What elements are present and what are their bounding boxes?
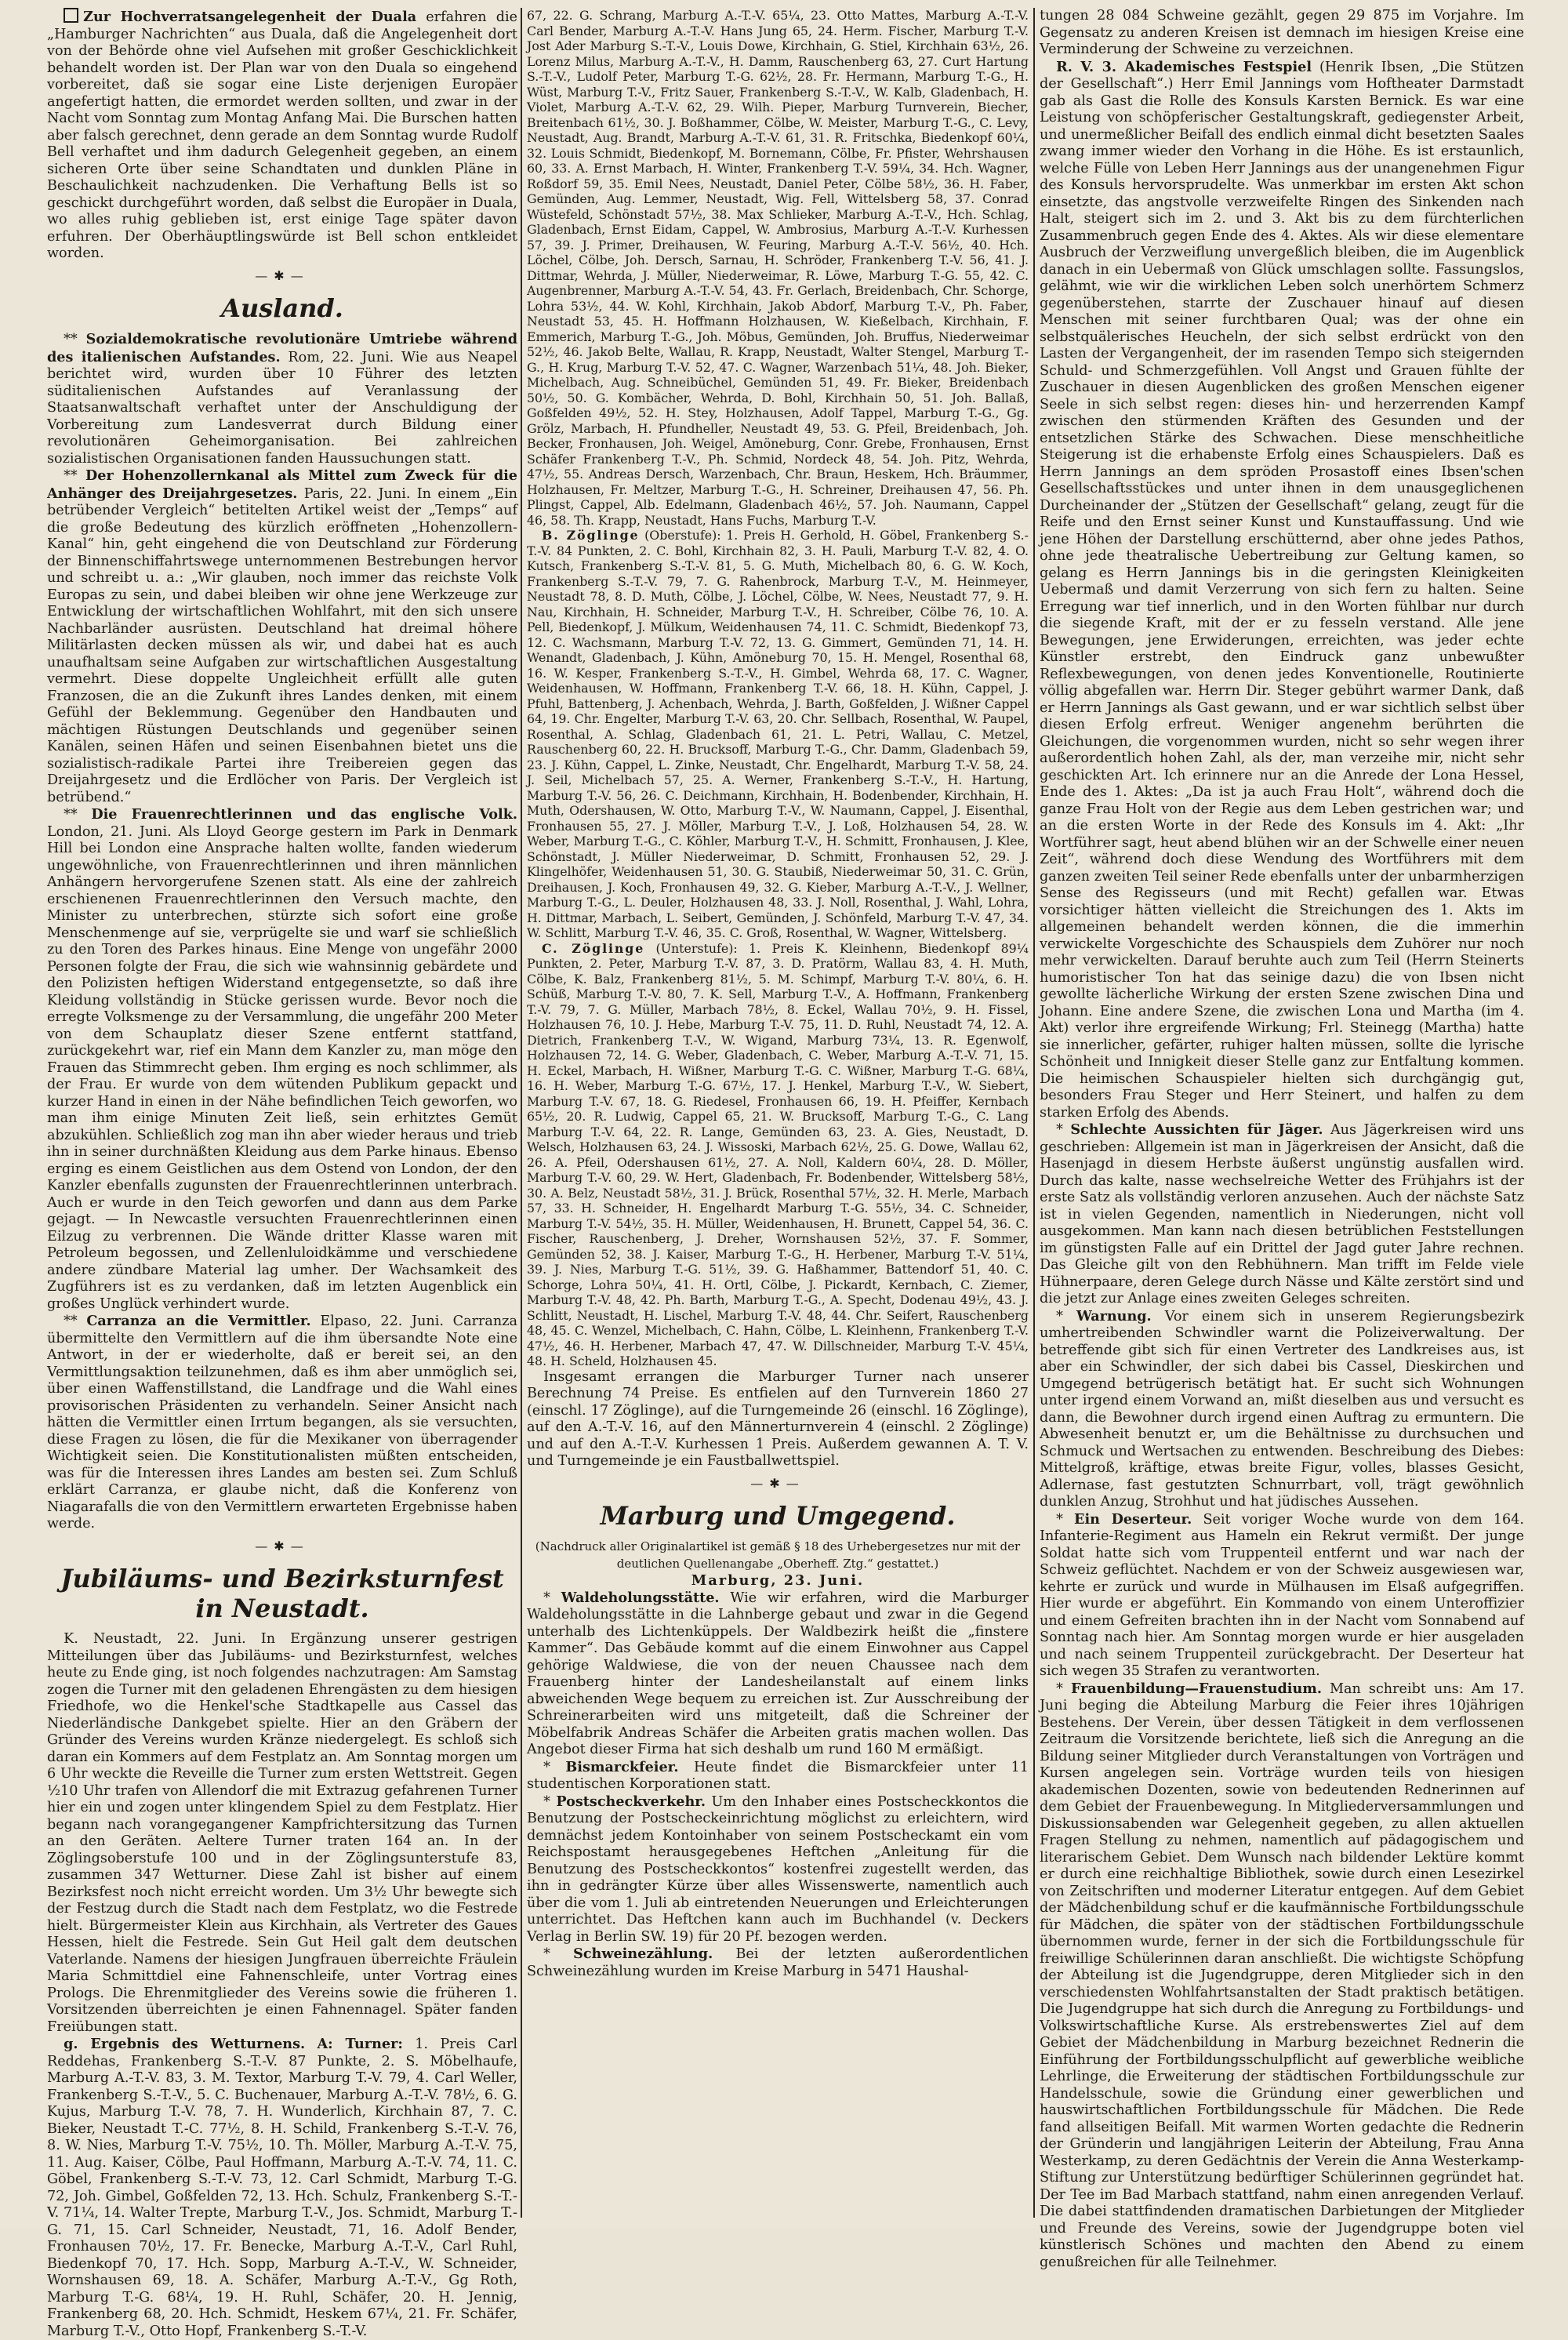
column-rule-1 bbox=[521, 8, 522, 2218]
article-deserteur: * Ein Deserteur. Seit voriger Woche wurde von dem 164. Infanterie-Regiment aus Hameln ein Rekrut vermißt. Der junge Soldat hatte sich vom Truppenteil entfernt und war nach der Schweiz geflüchtet. Nachdem er von der Schweiz ausgewiesen war, kehrte er zurück und wurde in Mülhausen im Elsaß aufgegriffen. Hier wurde er abgeführt. Ein Kommando von einem Unteroffizier und einem Gefreiten brachten ihn in der Nacht vom Sonnabend auf Sonntag nach hier. Am Sonntag morgen wurde er hier ausgeladen und nach seinem Truppenteil zurückgebracht. Der Deserteur hat sich wegen 35 Strafen zu verantworten. bbox=[1040, 1510, 1524, 1679]
article-postscheck: * Postscheckverkehr. Um den Inhaber eines Postscheckkontos die Benutzung der Postscheckeinrichtung möglichst zu erleichtern, wird demnächst jedem Kontoinhaber von seinem Postscheckamt ein vom Reichspostamt herausgegebenes Heftchen „Anleitung für die Benutzung des Postscheckkontos“ kostenfrei zugestellt werden, das ihn in gedrängter Kürze über alles Wissenswerte, namentlich auch über die vom 1. Juli ab eintretenden Neuerungen und Erleichterungen unterrichtet. Das Heftchen kann auch im Buchhandel (v. Deckers Verlag in Berlin SW. 19) für 20 Pf. bezogen werden. bbox=[527, 1793, 1029, 1945]
square-bullet-icon bbox=[64, 8, 78, 23]
column-rule-2 bbox=[1033, 8, 1035, 2218]
article-turnfest: K. Neustadt, 22. Juni. In Ergänzung unserer gestrigen Mitteilungen über das Jubiläums- und Bezirksturnfest, welches heute zu Ende ging, ist noch folgendes nachzutragen: Am Samstag zogen die Turner mit den geladenen Ehrengästen zu dem hiesigen Friedhofe, wo die Henkel'sche Stadtkapelle aus Cassel das Niederländische Dankgebet spielte. Hier an den Gräbern der Gründer des Vereins wurden Kränze niedergelegt. Es schloß sich daran ein Kommers auf dem Festplatz an. Am Sonntag morgen um 6 Uhr weckte die Reveille die Turner zum ersten Wettstreit. Gegen ½10 Uhr trafen von Allendorf die mit Extrazug gefahrenen Turner hier ein und zogen unter klingendem Spiel zu dem Festplatz. Hier begann nach vorangegangener Kampfrichtersitzung das Turnen an den Geräten. Aeltere Turner traten 164 an. In der Zöglingsoberstufe 100 und in der Zöglingsunterstufe 83, zusammen 347 Wetturner. Diese Zahl ist bisher auf einem Bezirksfest noch nicht erreicht worden. Um 3½ Uhr bewegte sich der Festzug durch die Stadt nach dem Festplatz, wo die Festrede hielt. Bürgermeister Klein aus Kirchhain, als Vertreter des Gaues Hessen, hielt die Festrede. Sein Gut Heil galt dem deutschen Vaterlande. Namens der hiesigen Jungfrauen überreichte Fräulein Maria Schmittdiel eine Fahnenschleife, unter Vortrag eines Prologs. Die Ehrenmitglieder des Vereins sowie die früheren 1. Vorsitzenden überreichten je einen Fahnennagel. Später fanden Freiübungen statt. bbox=[47, 1631, 517, 2035]
section-heading-marburg: Marburg und Umgegend. bbox=[600, 1501, 956, 1531]
results-summary: Insgesamt errangen die Marburger Turner nach unserer Berechnung 74 Preise. Es entfielen auf den Turnverein 1860 27 (einschl. 17 Zöglinge), auf die Turngemeinde 26 (einschl. 16 Zöglinge), auf den A.-T.-V. 16, auf den Männerturnverein 4 (einschl. 2 Zöglinge) und auf den A.-T.-V. Kurhessen 1 Preis. Außerdem gewannen A. T. V. und Turngemeinde je ein Faustballwettspiel. bbox=[527, 1368, 1029, 1469]
separator-ornament: —✱— bbox=[255, 1538, 310, 1553]
article-jaeger: * Schlechte Aussichten für Jäger. Aus Jägerkreisen wird uns geschrieben: Allgemein ist man in Jägerkreisen der Ansicht, daß die Hasenjagd in diesem Herbste äußerst ungünstig ausfallen wird. Durch das kalte, nasse wechselreiche Wetter des Frühjahrs ist der erste Satz als vollständig verloren anzusehen. Auch der nächste Satz ist in vielen Gegenden, namentlich in Niederungen, nicht voll ausgekommen. Man kann nach diesen betrüblichen Feststellungen im günstigsten Falle auf ein Drittel der Jagd guter Jahre rechnen. Das Gleiche gilt von den Rebhühnern. Man trifft im Felde viele Hühnerpaare, deren Gelege durch Nässe und Kälte zerstört sind und die jetzt zur Anlage eines zweiten Geleges schreiten. bbox=[1040, 1121, 1525, 1306]
article-duala bbox=[47, 8, 517, 263]
article-bismarckfeier: * Bismarckfeier. Heute findet die Bismarckfeier unter 11 studentischen Korporationen statt. bbox=[527, 1758, 1029, 1792]
section-heading-ausland: Ausland. bbox=[221, 293, 343, 323]
article-frauenbildung: * Frauenbildung—Frauenstudium. Man schreibt uns: Am 17. Juni beging die Abteilung Marburg die Feier ihres 10jährigen Bestehens. Der Verein, über dessen Tätigkeit in dem verflossenen Zeitraum die Vorsitzende berichtete, ließ sich die Anregung an die Bildung seiner Mitglieder durch Veranstaltungen von Vorträgen und Kursen angelegen sein. Vorträge wurden teils von hiesigen akademischen Dozenten, sowie von bedeutenden Rednerinnen auf dem Gebiet der Frauenbewegung. In Mitgliederversammlungen und Diskussionsabenden war Gelegenheit gegeben, zu allen aktuellen Fragen Stellung zu nehmen, namentlich auf pädagogischem und literarischem Gebiet. Dem Wunsch nach bildender Lektüre kommt er durch eine reichhaltige Bibliothek, sowie durch einen Lesezirkel von Zeitschriften und moderner Literatur entgegen. Auf dem Gebiet der Mädchenbildung schuf er die kaufmännische Fortbildungsschule für Mädchen, die später von der städtischen Fortbildungsschule übernommen wurde, ferner in der sich die Fortbildungsschule für freiwillige Schülerinnen daran anschließt. Die wichtigste Schöpfung der Abteilung ist die Jugendgruppe, deren Mitglieder sich in den verschiedensten Wohlfahrtsanstalten der Stadt praktisch betätigen. Die Jugendgruppe hat sich durch die Anregung zu Fortbildungs- und Volkswirtschaftliche Kurse. Als erstrebenswertes Ziel auf dem Gebiet der Mädchenbildung in Marburg bezeichnet Rednerin die Einführung der Fortbildungsschulpflicht auf gewerbliche weibliche Lehrlinge, die Erweiterung der städtischen Fortbildungsschule zur Handelsschule, sowie die Gründung einer gewerblichen und hauswirtschaftlichen Fortbildungsschule für Mädchen. Die Rede fand allseitigen Beifall. Mit warmen Worten gedachte die Rednerin der Gründerin und langjährigen Leiterin der Abteilung, Frau Anna Westerkamp, zu deren Gedächtnis der Verein die Anna Westerkamp-Stiftung zur Unterstützung bedürftiger Schülerinnen gegründet hat. Der Tee im Bad Marbach stattfand, nahm einen anregenden Verlauf. Die dabei stattfindenden dramatischen Darbietungen der Mitglieder und Freunde des Vereins, sowie der Jugendgruppe boten viel künstlerisch Schönes und machten den Abend zu einem genußreichen für alle Teilnehmer. bbox=[1040, 1680, 1525, 2270]
results-unterstufe: C. Zöglinge (Unterstufe): 1. Preis K. Kleinhenn, Biedenkopf 89¼ Punkten, 2. Peter, Marburg T.-V. 87, 3. D. Pratörm, Wallau 83, 4. H. Muth, Cölbe, K. Balz, Frankenberg 81½, 5. M. Schimpf, Marburg T.-V. 80¼, 6. H. Schüß, Marburg T.-V. 80, 7. K. Sell, Marburg T.-V., A. Hoffmann, Frankenberg T.-V. 79, 7. G. Müller, Marbach 78½, 8. Eckel, Wallau 70½, 9. H. Fissel, Holzhausen 76, 10. J. Hebe, Marburg T.-V. 75, 11. D. Ruhl, Neustadt 74, 12. A. Dietrich, Frankenberg T.-V., W. Wigand, Marburg 73¼, 13. R. Egenwolf, Holzhausen 72, 14. G. Weber, Gladenbach, C. Weber, Marburg A.-T.-V. 71, 15. H. Eckel, Marbach, H. Wißner, Marburg T.-G. C. Wißner, Marburg T.-G. 68¼, 16. H. Weber, Marburg T.-G. 67½, 17. J. Henkel, Marburg T.-V., W. Siebert, Marburg T.-V. 67, 18. G. Riedesel, Fronhausen 66, 19. H. Pfeiffer, Kernbach 65½, 20. R. Ludwig, Cappel 65, 21. W. Brucksoff, Marburg T.-G., C. Lang Marburg T.-V. 64, 22. R. Lange, Gemünden 63, 23. A. Gies, Neustadt, D. Welsch, Holzhausen 63, 24. J. Wissoski, Marbach 62½, 25. G. Dowe, Wallau 62, 26. A. Pfeil, Odershausen 61½, 27. A. Noll, Kaldern 60¼, 28. D. Möller, Marburg T.-V. 60, 29. W. Hert, Gladenbach, Fr. Bodenbender, Wittelsberg 58½, 30. A. Belz, Neustadt 58½, 31. J. Brück, Rosenthal 57½, 32. H. Merle, Marbach 57, 33. H. Schneider, H. Engelhardt Marburg T.-G. 55½, 34. C. Schneider, Marburg T.-V. 54½, 35. H. Müller, Weidenhausen, H. Brunett, Cappel 54, 36. C. Fischer, Rauschenberg, J. Dreher, Wornshausen 52½, 37. F. Sommer, Gemünden 52, 38. J. Kaiser, Marburg T.-G., H. Herbener, Marburg T.-V. 51¼, 39. J. Nies, Marburg T.-G. 51½, 39. G. Haßhammer, Battendorf 51, 40. C. Schorge, Lohra 50¼, 41. H. Ortl, Cölbe, J. Pickardt, Kernbach, C. Ziemer, Marburg T.-V. 48, 42. Ph. Barth, Marburg T.-G., A. Specht, Dodenau 49½, 43. J. Schlitt, Neustadt, H. Lischel, Marburg T.-V. 48, 44. Chr. Seifert, Rauschenberg 48, 45. C. Wenzel, Michelbach, C. Hahn, Cölbe, L. Kleinhenn, Frankenberg T.-V. 47½, 46. H. Herbener, Marbach 47, 47. W. Dillschneider, Marburg T.-V. 45¼, 48. H. Scheld, Holzhausen 45. bbox=[527, 940, 1029, 1368]
separator-ornament: —✱— bbox=[255, 267, 310, 283]
reprint-notice: (Nachdruck aller Originalartikel ist gemäß § 18 des Urhebergesetzes nur mit der deutlichen Quellenangabe „Oberheff. Ztg.“ gestattet.) bbox=[535, 1539, 1021, 1571]
article-festspiel: R. V. 3. Akademisches Festspiel (Henrik Ibsen, „Die Stützen der Gesellschaft“.) Herr Emil Jannings vom Hoftheater Darmstadt gab als Gast die Rolle des Konsuls Karsten Bernick. Es war eine Leistung von schöpferischer Gestaltungskraft, gediegenster Arbeit, und unermeßlicher Beifall des endlich einmal dicht besetzten Saales zwang immer wieder den Vorhang in die Höhe. Es ist erstaunlich, welche Fülle von Leben Herr Jannings aus der unangenehmen Figur des Konsuls hervorsprudelte. Was unmerkbar im ersten Akt schon einsetzte, das angstvolle verzweifelte Ringen des Sinkenden nach Halt, steigert sich im 2. und 3. Akt bis zu dem fürchterlichen Zusammenbruch gegen Ende des 4. Aktes. Als wir diese elementare Ausbruch der Verzweiflung unvergeßlich bleiben, die im Augenblick danach in ein Uebermaß von Glück umschlagen sollte. Fassungslos, gelähmt, wie wir die wirklichen Leben solch unerhörtem Schmerz gegenüberstehen, starrte der Zuschauer hinauf auf diesen Menschen mit seiner furchtbaren Qual; was der ohne ein selbstquälerisches Heucheln, der sich selbst erdrückt von den Lasten der Vergangenheit, der im rasenden Tempo sich steigernden Schuld- und Schmerzgefühlen. Voll Angst und Grauen fühlte der Zuschauer in diesen Augenblicken des großen Menschen eigener Seele in sich selbst regen: dieses hin- und herzerrenden Kampf zwischen den stürmenden Kräften des Gesunden und der entsetzlichen Stärke des Schwachen. Diese menschheitliche Steigerung ist die erhabenste Erfolg eines Schauspielers. Daß es Herrn Jannings an dem spröden Prosastoff eines Ibsen'schen Gesellschaftsstückes und unter ihnen in dem unausgeglichenen Durcheinander der „Stützen der Gesellschaft“ gelang, zeugt für die Reife und den Ernst seiner Kunst und Kunstauffassung. Und wie jene Höhen der Darstellung erschütternd, aber ohne jedes Pathos, ohne jede theatralische Uebertreibung zur Geltung kamen, so gelang es Herrn Jannings bis in die geringsten Kleinigkeiten Uebermaß und damit Verzerrung von sich fern zu halten. Seine Erregung war tief innerlich, und in den Worten fühlbar nur durch die siegende Kraft, mit der er zu fesseln verstand. Alle jene Bewegungen, jene Erwiderungen, erreichten, was jeder echte Künstler erstrebt, den Eindruck ganz unbewußter Reflexbewegungen, von denen jedes Konventionelle, Routinierte völlig abgefallen war. Herrn Dir. Steger gebührt warmer Dank, daß er Herrn Jannings als Gast gewann, und er war sichtlich selbst über diesen Erfolg erfreut. Weniger angenehm berührten die Gleichungen, die vorgenommen wurden, nicht so sehr wegen ihrer außerordentlich hohen Zahl, als der, man verzeihe mir, nicht sehr geschickten Art. Ich erinnere nur an die Anrede der Lona Hessel, Ende des 1. Aktes: „Da ist ja auch Frau Holt“, während doch die ganze Frau Holt von der Regie aus dem Leben gestrichen war; und an die ersten Worte in der Rede des Konsuls im 4. Akt: „Ihr Wortführer sagt, heut abend blühen wir an der Schwelle einer neuen Zeit“, während doch diese Wendung des Wortführers mit dem ganzen zweiten Teil seiner Rede ebenfalls unter der unbarmherzigen Sense des Regisseurs (und mit Recht) gefallen war. Etwas vorsichtiger hätten vielleicht die Streichungen des 1. Akts im allgemeinen behandelt werden können, die die immerhin verwickelte Vorgeschichte des Schauspiels dem Zuhörer nur noch mehr verwickelten. Darauf beruhte auch zum Teil (Herrn Steinerts humoristischer Ton hat das seinige dazu) die von Ibsen nicht gewollte lächerliche Wirkung der ersten Szene zwischen Dina und Johann. Eine andere Szene, die zwischen Lona und Martha (im 4. Akt) verlor ihre ergreifende Wirkung; Frl. Steinegg (Martha) hatte sie innerlicher, gefärter, ruhiger halten müssen, sollte die lyrische Schönheit und Innigkeit dieser Stelle ganz zur Entfaltung kommen. Die heimischen Schauspieler hielten sich durchgängig gut, besonders Frau Steger und Herr Steinert, und halfen zu dem starken Erfolg des Abends. bbox=[1040, 58, 1524, 1121]
article-schweinezaehlung: * Schweinezählung. Bei der letzten außerordentlichen Schweinezählung wurden im Kreise Marburg in 5471 Haushal- bbox=[527, 1946, 1029, 1979]
column-2 bbox=[527, 8, 1029, 2219]
article-ergebnis: g. Ergebnis des Wetturnens. A: Turner: 1. Preis Carl Reddehas, Frankenberg S.-T.-V. 87 Punkte, 2. S. Möbelhaufe, Marburg A.-T.-V. 83, 3. M. Textor, Marburg T.-V. 79, 4. Carl Weller, Frankenberg S.-T.-V., 5. C. Buchenauer, Marburg A.-T.-V. 78½, 6. G. Kujus, Marburg T.-V. 78, 7. H. Wunderlich, Kirchhain 87, 7. C. Bieker, Neustadt T.-C. 77½, 8. H. Schild, Frankenberg S.-T.-V. 76, 8. W. Nies, Marburg T.-V. 75½, 10. Th. Möller, Marburg A.-T.-V. 75, 11. Aug. Kaiser, Cölbe, Paul Hoffmann, Marburg A.-T.-V. 74, 11. C. Göbel, Frankenberg S.-T.-V. 73, 12. Carl Schmidt, Marburg T.-G. 72, Joh. Gimbel, Goßfelden 72, 13. Hch. Schulz, Frankenberg S.-T.-V. 71¼, 14. Walter Trepte, Marburg T.-V., Jos. Schmidt, Marburg T.-G. 71, 15. Carl Schneider, Neustadt, 71, 16. Adolf Bender, Fronhausen 70½, 17. Fr. Benecke, Marburg A.-T.-V., Carl Ruhl, Biedenkopf 70, 17. Hch. Sopp, Marburg A.-T.-V., W. Schneider, Wornshausen 69, 18. A. Schäfer, Marburg A.-T.-V., Gg Roth, Marburg T.-G. 68¼, 19. H. Ruhl, Schäfer, 20. H. Jennig, Frankenberg 68, 20. Hch. Schmidt, Heskem 67¼, 21. Fr. Schäfer, Marburg T.-V., Otto Hopf, Frankenberg S.-T.-V. bbox=[47, 2036, 518, 2339]
column-3 bbox=[1040, 8, 1525, 2270]
article-hohenzollernkanal: ** Der Hohenzollernkanal als Mittel zum Zweck für die Anhänger des Dreijahrgesetzes. Paris, 22. Juni. In einem „Ein betrübender Vergleich“ betitelten Artikel weist der „Temps“ auf die große Bedeutung des kürzlich eröffneten „Hohenzollern-Kanal“ hin, geht eingehend die von Deutschland zur Förderung der Binnenschiffahrtswege unternommenen Bestrebungen hervor und schreibt u. a.: „Wir glauben, noch immer das reichste Volk Europas zu sein, und dabei bleiben wir ohne jene Werkzeuge zur Entwicklung der wirtschaftlichen Wohlfahrt, mit den sich unsere Nachbarländer ausrüsten. Deutschland hat dreimal höhere Militärlasten decken müssen als wir, und dabei hat es auch unaufhaltsam seine Aufgaben zur wirtschaftlichen Ausgestaltung vermehrt. Diese doppelte Ungleichheit erfüllt alle guten Franzosen, die an die Zukunft ihres Landes denken, mit einem Gefühl der Beklemmung. Gegenüber den Handbauten und mächtigen Rüstungen Deutschlands und gegenüber seinen Kanälen, seinen Häfen und seinen Eisenbahnen bietet uns die sozialistisch-radikale Partei ihre Treibereien gegen das Dreijahrgesetz und die Erdlöcher von Paris. Der Vergleich ist betrübend.“ bbox=[47, 467, 517, 805]
column-1 bbox=[47, 8, 518, 2339]
article-waldeholung: * Waldeholungsstätte. Wie wir erfahren, wird die Marburger Waldeholungsstätte in die Lahnberge gebaut und zwar in die Gegend unterhalb des Lichtenküppels. Der Waldbezirk heißt die „finstere Kammer“. Das Gebäude kommt auf die einem Einwohner aus Cappel gehörige Waldwiese, die von der neuen Chaussee nach dem Frauenberg hinter der Landesheilanstalt auf einem links abweichenden Wege bequem zu erreichen ist. Zur Ausschreibung der Schreinerarbeiten wird uns mitgeteilt, daß die Schreiner der Möbelfabrik Andreas Schäfer die Arbeiten gratis machen wollen. Das Angebot dieser Firma hat sich deshalb um rund 160 M ermäßigt. bbox=[527, 1589, 1029, 1757]
results-oberstufe: B. Zöglinge (Oberstufe): 1. Preis H. Gerhold, H. Göbel, Frankenberg S.-T.-V. 84 Punkten, 2. C. Bohl, Kirchhain 82, 3. H. Pauli, Marburg T.-V. 82, 4. O. Kutsch, Frankenberg S.-T.-V. 81, 5. G. Muth, Michelbach 80, 6. G. W. Koch, Frankenberg S.-T.-V. 79, 7. G. Rahenbrock, Marburg T.-V., M. Heinmeyer, Neustadt 78, 8. D. Muth, Cölbe, J. Löchel, Cölbe, W. Nees, Neustadt 77, 9. H. Nau, Kirchhain, H. Schneider, Marburg T.-V., H. Schreiber, Cölbe 76, 10. A. Pell, Biedenkopf, J. Mülkum, Weidenhausen 74, 11. C. Schmidt, Biedenkopf 73, 12. C. Wachsmann, Marburg T.-V. 72, 13. G. Gimmert, Gemünden 71, 14. H. Wenandt, Gladenbach, J. Kühn, Amöneburg 70, 15. H. Mengel, Rosenthal 68, 16. W. Kesper, Frankenberg S.-T.-V., H. Gimbel, Wehrda 68, 17. C. Wagner, Weidenhausen, W. Hoffmann, Frankenberg T.-V. 66, 18. H. Kühn, Cappel, J. Pfuhl, Battenberg, J. Achenbach, Wehrda, J. Barth, Goßfelden, J. Wißner Cappel 64, 19. Chr. Engelter, Marburg T.-V. 63, 20. Chr. Sellbach, Rosenthal, W. Paupel, Rosenthal, A. Schlag, Gladenbach 61, 21. L. Petri, Wallau, C. Metzel, Rauschenberg 60, 22. H. Brucksoff, Marburg T.-G., Chr. Damm, Gladenbach 59, 23. J. Kühn, Cappel, L. Zinke, Neustadt, Chr. Engelhardt, Marburg T.-V. 58, 24. J. Seil, Michelbach 57, 25. A. Werner, Frankenberg S.-T.-V., H. Hartung, Marburg T.-V. 56, 26. C. Deichmann, Kirchhain, H. Bodenbender, Kirchhain, H. Muth, Odershausen, W. Otto, Marburg T.-V., W. Naumann, Cappel, J. Eisenthal, Fronhausen 55, 27. J. Möller, Marburg T.-V., J. Loß, Holzhausen 54, 28. W. Weber, Marburg T.-G., C. Köhler, Marburg T.-V., H. Schmitt, Fronhausen, J. Klee, Schönstadt, J. Müller Niederweimar, D. Schmitt, Fronhausen 52, 29. J. Klingelhöfer, Weidenhausen 51, 30. G. Staubiß, Niederweimar 50, 31. C. Grün, Dreihausen, J. Koch, Fronhausen 49, 32. G. Kieber, Marburg A.-T.-V., J. Wellner, Marburg T.-G., L. Deuler, Holzhausen 48, 33. J. Noll, Rosenthal, J. Wahl, Lohra, H. Dittmar, Marbach, L. Seibert, Gemünden, J. Schönfeld, Marburg T.-V. 47, 34. W. Schlitt, Marburg T.-V. 46, 35. C. Groß, Rosenthal, W. Wagner, Wittelsberg. bbox=[527, 528, 1029, 940]
article-duala-text: erfahren die „Hamburger Nachrichten“ aus Duala, daß die Angelegenheit dort von der Behörde ohne viel Aufsehen mit großer Geschicklichkeit behandelt worden ist. Der Plan war von den Duala so eingehend vorbereitet, daß sie sogar eine Liste derjenigen Europäer angefertigt hatten, die ermordet werden sollten, und zwar in der Nacht vom Sonntag zum Montag Anfang Mai. Die Burschen hatten aber falsch gerechnet, denn gerade an dem Sonntag wurde Rudolf Bell verhaftet und ihm dadurch Gelegenheit gegeben, an einem sicheren Orte über seine Schandtaten und dunklen Pläne in Beschaulichkeit nachzudenken. Die Verhaftung Bells ist so geschickt durchgeführt worden, daß selbst die Europäer in Duala, wo alles ruhig geblieben ist, erst einige Tage später davon erfuhren. Der Oberhäuptlingswürde ist Bell schon entkleidet worden. bbox=[47, 9, 517, 261]
separator-ornament: —✱— bbox=[750, 1475, 805, 1491]
article-warnung: * Warnung. Vor einem sich in unserem Regierungsbezirk umhertreibenden Schwindler warnt die Polizeiverwaltung. Der betreffende gibt sich für einen Vertreter des Landkreises aus, ist aber ein Schwindler, der sich dabei bis Cassel, Dieskirchen und Umgegend betrügerisch betätigt hat. Er sucht sich Wohnungen unter irgend einem Vorwand an, mißt dieselben aus und versucht es dann, die Bewohner durch irgend einen Auftrag zu ermuntern. Die Abwesenheit benutzt er, um die Behältnisse zu durchsuchen und Schmuck und Wertsachen zu entwenden. Beschreibung des Diebes: Mittelgroß, kräftige, etwas breite Figur, volles, blasses Gesicht, Adlernase, fast gestutzten Schnurrbart, voll, trägt gewöhnlich dunklen Anzug, Strohhut und hat jüdisches Aussehen. bbox=[1040, 1307, 1524, 1510]
article-duala-lead: Zur Hochverratsangelegenheit der Duala bbox=[83, 9, 417, 25]
article-frauenrechtlerinnen: ** Die Frauenrechtlerinnen und das englische Volk. London, 21. Juni. Als Lloyd George gestern im Park in Denmark Hill bei London eine Ansprache halten wollte, fanden wiederum ungewöhnliche, von Frauenrechtlerinnen und ihren männlichen Anhängern hervorgerufene Szenen statt. Als eine der zahlreich erschienenen Frauenrechtlerinnen den Versuch machte, den Minister zu unterbrechen, stürzte sich sofort eine große Menschenmenge auf sie, verprügelte sie und warf sie schließlich zu den Toren des Parkes hinaus. Eine Menge von ungefähr 2000 Personen folgte der Frau, die sich wie wahnsinnig gebärdete und den Polizisten heftigen Widerstand entgegensetzte, so daß ihre Kleidung vollständig in Stücke gerissen wurde. Bevor noch die erregte Volksmenge zu der Versammlung, die ungefähr 200 Meter von dem Schauplatz dieser Szene entfernt stattfand, zurückgekehrt war, rief ein Mann dem Kanzler zu, man möge den Frauen das Stimmrecht geben. Ihm erging es noch schlimmer, als der Frau. Er wurde von dem wütenden Publikum gepackt und kurzer Hand in einen in der Nähe befindlichen Teich geworfen, wo man ihm einige Minuten Zeit ließ, sein erhitztes Gemüt abzukühlen. Schließlich zog man ihn aber wieder heraus und trieb ihn in seiner durchnäßten Kleidung aus dem Parke hinaus. Ebenso erging es einem Geistlichen aus dem Ostend von London, der den Kanzler ebenfalls zugunsten der Frauenrechtlerinnen unterbrach. Auch er wurde in den Teich geworfen und dann aus dem Parke gejagt. — In Newcastle versuchten Frauenrechtlerinnen einen Eilzug zu verbrennen. Die Wände dritter Klasse waren mit Petroleum begossen, und Zellenluloidkämme und verschiedene andere zündbare Material lag umher. Der Wachsamkeit des Zugführers ist es zu verdanken, daß im letzten Augenblick ein großes Unglück verhindert wurde. bbox=[47, 806, 518, 1312]
results-list-part1: 67, 22. G. Schrang, Marburg A.-T.-V. 65¼, 23. Otto Mattes, Marburg A.-T.-V. Carl Bender, Marburg A.-T.-V. Hans Jung 65, 24. Herm. Fischer, Marburg T.-V. Jost Ader Marburg S.-T.-V., Louis Dowe, Kirchhain, G. Stiel, Kirchhain 63½, 26. Lorenz Milus, Marburg A.-T.-V., H. Damm, Rauschenberg 63, 27. Curt Hartung S.-T.-V., Ludolf Peter, Marburg T.-G. 62½, 28. Fr. Hermann, Marburg T.-G., H. Wüst, Marburg T.-V., Fritz Sauer, Frankenberg S.-T.-V., W. Kalb, Gladenbach, H. Violet, Marburg A.-T.-V. 62, 29. Wilh. Pieper, Marburg Turnverein, Biecher, Breitenbach 61½, 30. J. Boßhammer, Cölbe, W. Meister, Marburg T.-G., C. Levy, Neustadt, Aug. Brandt, Marburg A.-T.-V. 61, 31. R. Fritschka, Biedenkopf 60¼, 32. Louis Schmidt, Biedenkopf, M. Bornemann, Cölbe, Fr. Pfister, Wehrshausen 60, 33. A. Ernst Marbach, H. Winter, Frankenberg T.-V. 59¼, 34. Hch. Wagner, Roßdorf 59, 35. Emil Nees, Neustadt, Daniel Peter, Cölbe 58½, 36. H. Faber, Gemünden, Aug. Lemmer, Neustadt, Wig. Fell, Wittelsberg 58, 37. Conrad Wüstefeld, Schönstadt 57½, 38. Max Schlieker, Marburg A.-T.-V., Hch. Schlag, Gladenbach, Ernst Eidam, Cappel, W. Ambrosius, Marburg A.-T.-V. Kurhessen 57, 39. J. Primer, Dreihausen, W. Feuring, Marburg A.-T.-V. 56½, 40. Hch. Löchel, Cölbe, Joh. Dersch, Sarnau, H. Schröder, Frankenberg T.-V. 56, 41. J. Dittmar, Wehrda, J. Müller, Niederweimar, R. Löwe, Marburg T.-G. 55, 42. C. Augenbrenner, Marburg A.-T.-V. 54, 43. Fr. Gerlach, Breidenbach, Chr. Schorge, Lohra 53½, 44. W. Kohl, Kirchhain, Jakob Abdorf, Marburg T.-V., Ph. Faber, Neustadt 53, 45. H. Hoffmann Holzhausen, W. Kießelbach, Kirchhain, F. Emmerich, Marburg T.-G., Joh. Möbus, Gemünden, Joh. Bruffus, Niederweimar 52½, 46. Jakob Belte, Wallau, R. Krapp, Neustadt, Walter Stengel, Marburg T.-G., H. Krug, Marburg T.-V. 52, 47. C. Wagner, Warzenbach 51¼, 48. Joh. Bieker, Michelbach, Aug. Schneibüchel, Gemünden 51, 49. Fr. Bieker, Breidenbach 50½, 50. G. Kombächer, Wehrda, D. Bohl, Kirchhain 50, 51. Joh. Ballaß, Goßfelden 49½, 52. H. Stey, Holzhausen, Adolf Tappel, Marburg T.-G., Gg. Grölz, Marbach, H. Pfundheller, Neustadt 49, 53. G. Pfeil, Breidenbach, Joh. Becker, Fronhausen, Joh. Weigel, Amöneburg, Conr. Grebe, Fronhausen, Ernst Schäfer Frankenberg T.-V., Ph. Schmid, Nordeck 48, 54. Joh. Pitz, Wehrda, 47½, 55. Andreas Dersch, Warzenbach, Chr. Braun, Heskem, Hch. Bräummer, Holzhausen, Fr. Meltzer, Marburg T.-G., H. Schreiner, Dreihausen 47, 56. Ph. Plingst, Cappel, Alb. Edelmann, Gladenbach 46½, 57. Joh. Naumann, Cappel 46, 58. Th. Krapp, Neustadt, Hans Fuchs, Marburg T.-V. bbox=[527, 8, 1029, 528]
section-heading-turnfest: Jubiläums- und Bezirksturnfest in Neustadt. bbox=[60, 1564, 504, 1623]
article-carranza: ** Carranza an die Vermittler. Elpaso, 22. Juni. Carranza übermittelte den Vermittlern auf die ihm übersandte Note eine Antwort, in der er wiederholte, daß er bereit sei, an den Vermittlungsaktion teilzunehmen, daß es ihm aber unmöglich sei, über einen Waffenstillstand, die Landfrage und die Wahl eines provisorischen Präsidenten zu verhandeln. Seiner Ansicht nach hätten die Vermittler einen Irrtum begangen, als sie versuchten, diese Fragen zu lösen, die für die Mexikaner von überragender Wichtigkeit seien. Die Konstitutionalisten müßten entscheiden, was für die Interessen ihres Landes am besten sei. Zum Schluß erklärt Carranza, er glaube nicht, daß die Konferenz von Niagarafalls die von den Vermittlern erwarteten Ergebnisse haben werde. bbox=[47, 1313, 518, 1532]
article-schweinezaehlung-cont: tungen 28 084 Schweine gezählt, gegen 29 875 im Vorjahre. Im Gegensatz zu anderen Kreisen ist demnach im hiesigen Kreise eine Verminderung der Schweine zu verzeichnen. bbox=[1040, 8, 1524, 57]
dateline: Marburg, 23. Juni. bbox=[691, 1572, 865, 1589]
article-italy: ** Sozialdemokratische revolutionäre Umtriebe während des italienischen Aufstandes. Rom, 22. Juni. Wie aus Neapel berichtet wird, wurden über 10 Führer des letzten süditalienischen Aufstandes auf Veranlassung der Staatsanwaltschaft verhaftet unter der Anschuldigung der Vorbereitung zum Landesverrat durch Bildung einer revolutionären Geheimorganisation. Bei zahlreichen sozialistischen Organisationen fanden Haussuchungen statt. bbox=[47, 331, 517, 467]
